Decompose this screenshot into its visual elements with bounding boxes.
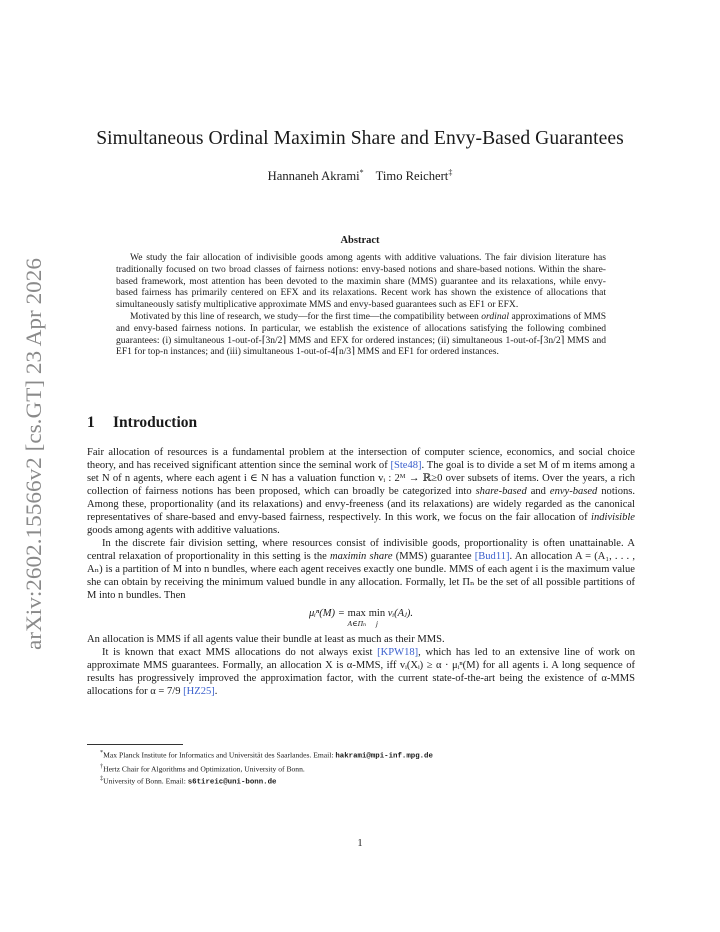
body-paragraph: In the discrete fair division setting, where resources consist of indivisible goods, proportionality is often unattainable. A central relaxation of proportionality in this setting is the maximin share (MMS) guarantee [Bud11]. An allocation A = (A₁, . . . , Aₙ) is a partition of M into n bundles, where each agent receives exactly one bundle. MMS of each agent i is the maximum value she can obtain by receiving the minimum valued bundle in any allocation. Formally, let Πₙ be the set of all possible partitions of M into n bundles. Then — [87, 538, 635, 601]
section-title: Introduction — [113, 414, 198, 431]
emphasis: share-based — [475, 486, 527, 497]
email-link[interactable]: s6tireic@uni-bonn.de — [187, 778, 277, 787]
abstract-body — [116, 252, 606, 358]
max-operator: max A∈Πₙ — [347, 608, 367, 628]
author-name: Hannaneh Akrami — [267, 169, 360, 184]
body-paragraph: An allocation is MMS if all agents value their bundle at least as much as their MMS. — [87, 634, 445, 645]
footnote-3: ‡University of Bonn. Email: s6tireic@uni-bonn.de — [100, 775, 277, 787]
emphasis: ordinal — [481, 310, 510, 322]
mms-equation: μᵢⁿ(M) = max A∈Πₙ min j vᵢ(Aⱼ). — [308, 608, 414, 628]
citation-link[interactable]: [HZ25] — [183, 686, 215, 697]
paper-title: Simultaneous Ordinal Maximin Share and Envy-Based Guarantees — [96, 128, 624, 149]
author-footnote-mark: * — [359, 168, 364, 177]
footnote-1: *Max Planck Institute for Informatics and Universität des Saarlandes. Email: hakrami@mpi-inf.mpg.de — [100, 749, 433, 761]
footnote-divider — [87, 744, 183, 745]
author-name: Timo Reichert — [375, 169, 449, 184]
footnote-2: †Hertz Chair for Algorithms and Optimization, University of Bonn. — [100, 762, 305, 774]
abstract-heading: Abstract — [340, 235, 380, 246]
body-paragraph: Fair allocation of resources is a fundamental problem at the intersection of computer science, economics, and social choice theory, and has received significant attention since the seminal work of [Ste48]. The goal is to divide a set M of m items among a set N of n agents, where each agent i ∈ N has a valuation function vᵢ : 2ᴹ → ℝ≥0 over subsets of items. Over the years, a rich collection of fairness notions has been proposed, which can broadly be categorized into share-based and envy-based notions. Among these, proportionality (and its relaxations) and envy-freeness (and its relaxations) are widely regarded as the canonical representatives of share-based and envy-based fairness, respectively. In this work, we focus on the fair allocation of indivisible goods among agents with additive valuations. — [87, 447, 635, 536]
email-link[interactable]: hakrami@mpi-inf.mpg.de — [335, 752, 433, 761]
citation-link[interactable]: [KPW18] — [377, 647, 419, 658]
citation-link[interactable]: [Ste48] — [390, 460, 422, 471]
abstract-paragraph: We study the fair allocation of indivisible goods among agents with additive valuations. The fair division literature has traditionally focused on two broad classes of fairness notions: envy-based notions and share-based notions. Within the share-based framework, most attention has been devoted to the maximin share (MMS) guarantee and its relaxations, while envy-based fairness has primarily centered on EFX and its relaxations. Recent work has shown the existence of allocations that simultaneously satisfy multiplicative approximate MMS and envy-based guarantees such as EF1 or EFX. — [116, 252, 606, 311]
introduction-body — [87, 446, 635, 698]
emphasis: envy-based — [549, 486, 598, 497]
min-operator: min j — [368, 608, 386, 628]
emphasis: maximin share — [330, 551, 393, 562]
author-footnote-mark: ‡ — [448, 168, 453, 177]
footnotes — [87, 748, 647, 788]
section-number: 1 — [87, 414, 95, 431]
section-heading — [87, 414, 197, 432]
citation-link[interactable]: [Bud11] — [474, 551, 510, 562]
emphasis: indivisible — [591, 512, 635, 523]
arxiv-sidebar-stamp — [14, 258, 48, 650]
abstract-paragraph: Motivated by this line of research, we study—for the first time—the compatibility between ordinal approximations of MMS and envy-based fairness notions. In particular, we establish the existence of allocations satisfying the following combined guarantees: (i) simultaneous 1-out-of-⌈3n/2⌉ MMS and EFX for ordered instances; (ii) simultaneous 1-out-of-⌈3n/2⌉ MMS and EF1 for top-n instances; and (iii) simultaneous 1-out-of-4⌈n/3⌉ MMS and EF1 for ordered instances. — [116, 310, 606, 358]
page-number: 1 — [357, 838, 363, 849]
body-paragraph: It is known that exact MMS allocations do not always exist [KPW18], which has led to an extensive line of work on approximate MMS guarantees. Formally, an allocation X is α-MMS, iff vᵢ(Xᵢ) ≥ α · μᵢⁿ(M) for all agents i. A long sequence of results has progressively improved the approximation factor, with the current state-of-the-art being the existence of α-MMS allocations for α = 7/9 [HZ25]. — [87, 647, 635, 697]
author-line — [60, 168, 660, 184]
arxiv-id: arXiv:2602.15566v2 [cs.GT] 23 Apr 2026 — [21, 270, 46, 650]
